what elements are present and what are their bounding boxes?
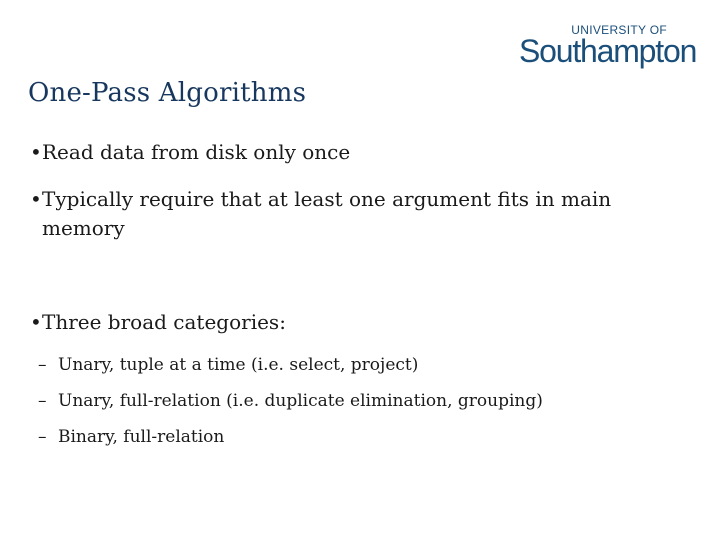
bullet-text: Three broad categories: — [42, 310, 286, 334]
subbullet-text: Unary, tuple at a time (i.e. select, project) — [58, 355, 419, 375]
subbullet-2 — [38, 390, 678, 412]
bullet-marker: • — [30, 310, 42, 334]
dash-marker: – — [38, 355, 47, 375]
bullet-marker: • — [30, 187, 42, 211]
bullet-text: Read data from disk only once — [42, 140, 351, 164]
dash-marker: – — [38, 391, 47, 411]
logo-university-of: UNIVERSITY OF — [571, 23, 667, 37]
subbullet-3 — [38, 426, 678, 448]
subbullet-1 — [38, 354, 678, 376]
slide-title: One-Pass Algorithms — [28, 78, 307, 108]
dash-marker: – — [38, 427, 47, 447]
university-logo — [519, 23, 697, 72]
logo-southampton: Southampton — [519, 33, 697, 69]
bullet-text: Typically require that at least one argument fits in main memory — [42, 187, 612, 240]
bullet-2 — [30, 185, 670, 243]
bullet-3 — [30, 308, 670, 337]
subbullet-text: Binary, full-relation — [58, 427, 225, 447]
bullet-marker: • — [30, 140, 42, 164]
bullet-1 — [30, 138, 670, 167]
subbullet-text: Unary, full-relation (i.e. duplicate elimination, grouping) — [58, 391, 543, 411]
